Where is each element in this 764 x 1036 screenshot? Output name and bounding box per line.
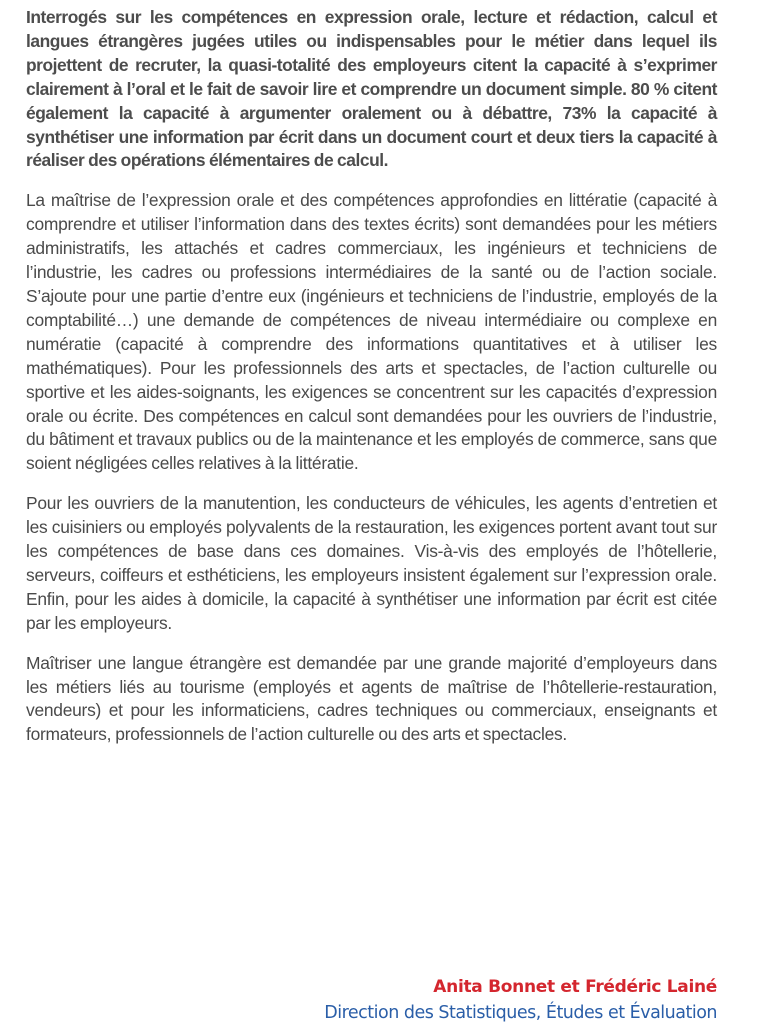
signature-block: [324, 974, 717, 1026]
department-name: Direction des Statistiques, Études et Évaluation: [324, 1003, 717, 1023]
lead-paragraph: Interrogés sur les compétences en expression orale, lecture et rédaction, calcul et langues étrangères jugées utiles ou indispensables pour le métier dans lequel ils projettent de recruter, la quasi-totalité des employeurs citent la capacité à s’exprimer clairement à l’oral et le fait de savoir lire et comprendre un document simple. 80 % citent également la capacité à argumenter oralement ou à débattre, 73% la capacité à synthétiser une information par écrit dans un document court et deux tiers la capacité à réaliser des opérations élémentaires de calcul.: [26, 7, 717, 171]
body-paragraph: Pour les ouvriers de la manutention, les conducteurs de véhicules, les agents d’entretien et les cuisiniers ou employés polyvalents de la restauration, les exigences portent avant tout sur les compétences de base dans ces domaines. Vis-à-vis des employés de l’hôtellerie, serveurs, coiffeurs et esthéticiens, les employeurs insistent également sur l’expression orale. Enfin, pour les aides à domicile, la capacité à synthétiser une information par écrit est citée par les employeurs.: [26, 493, 717, 633]
body-paragraph: La maîtrise de l’expression orale et des compétences approfondies en littératie (capacité à comprendre et utiliser l’information dans des textes écrits) sont demandées pour les métiers administratifs, les attachés et cadres commerciaux, les ingénieurs et techniciens de l’industrie, les cadres ou professions intermédiaires de la santé ou de l’action sociale. S’ajoute pour une partie d’entre eux (ingénieurs et techniciens de l’industrie, employés de la comptabilité…) une demande de compétences de niveau intermédiaire ou complexe en numératie (capacité à comprendre des informations quantitatives et à utiliser les mathématiques). Pour les professionnels des arts et spectacles, de l’action culturelle ou sportive et les aides-soignants, les exigences se concentrent sur les capacités d’expression orale ou écrite. Des compétences en calcul sont demandées pour les ouvriers de l’industrie, du bâtiment et travaux publics ou de la maintenance et les employés de commerce, sans que soient négligées celles relatives à la littératie.: [26, 190, 717, 474]
body-paragraph: Maîtriser une langue étrangère est demandée par une grande majorité d’employeurs dans les métiers liés au tourisme (employés et agents de maîtrise de l’hôtellerie-restauration, vendeurs) et pour les informaticiens, cadres techniques ou commerciaux, enseignants et formateurs, professionnels de l’action culturelle ou des arts et spectacles.: [26, 652, 717, 745]
article-body: [26, 6, 717, 747]
author-names: Anita Bonnet et Frédéric Lainé: [433, 977, 717, 997]
